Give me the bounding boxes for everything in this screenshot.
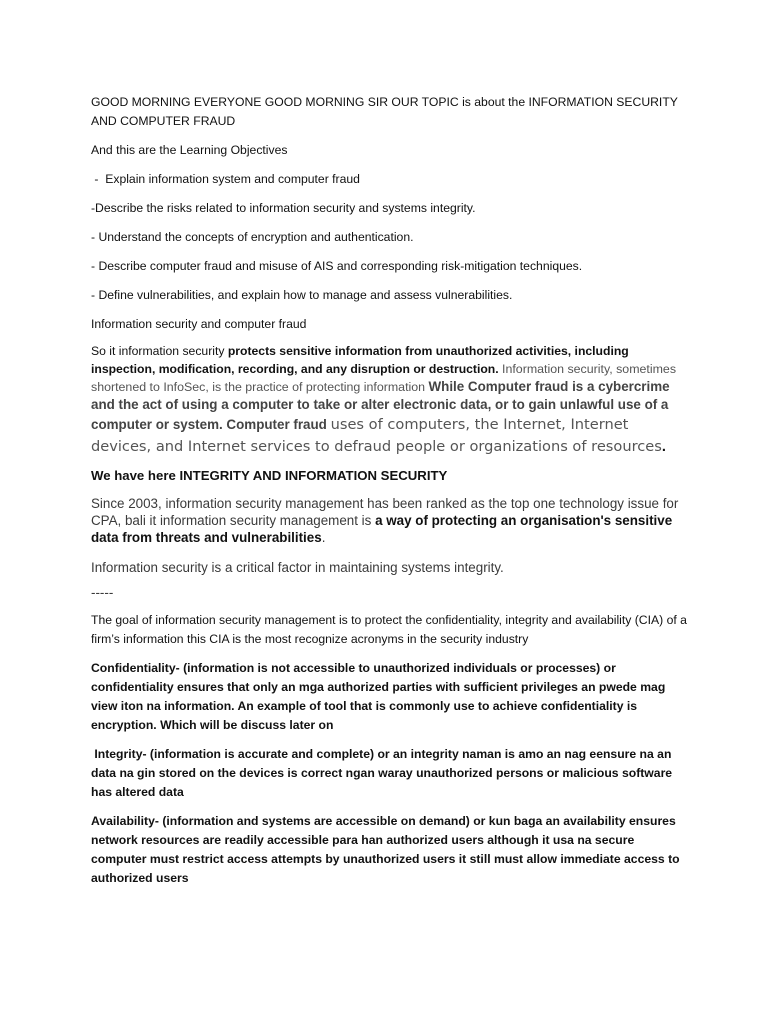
infosec-text-8: .	[661, 439, 666, 455]
infosec-text-5: While Computer fraud is a cybercrime and the act of using a computer to take or alter electronic data, or to gain unlawful use of a computer or system. Computer fraud	[91, 379, 670, 432]
confidentiality-text-2: confidentiality ensures that only an mga authorized parties with sufficient privileges an pwede mag view iton na information. An example of tool that is commonly use to achieve confidentiality is encryption. Which will be discuss later on	[91, 680, 666, 732]
infosec-text-3: .	[495, 362, 503, 376]
confidentiality-paragraph	[91, 659, 691, 735]
confidentiality-text-1: Confidentiality- (information is not accessible to unauthorized individuals or processes) or	[91, 661, 616, 675]
integrity-paragraph: Integrity- (information is accurate and complete) or an integrity naman is amo an nag eensure na an data na gin stored on the devices is correct ngan waray unauthorized persons or malicious software has altered data	[91, 747, 676, 799]
separator-dashes: -----	[91, 585, 114, 600]
infosec-text-6: uses of computers	[330, 416, 466, 433]
availability-paragraph: Availability- (information and systems are accessible on demand) or kun baga an availability ensures network resources are readily accessible para han authorized users although it usa na secure computer must restrict access attempts by unauthorized users it still must allow immediate access to authorized users	[91, 814, 680, 885]
infosec-text-2: protects sensitive information from unauthorized activities, including inspection, modification, recording, and any disruption or destruction	[91, 344, 629, 376]
critical-factor-paragraph: Information security is a critical factor in maintaining systems integrity.	[91, 560, 504, 575]
document-page	[91, 93, 691, 898]
infosec-text-7: , the Internet, Internet devices, and Internet services to defraud people or organizations of resources	[91, 416, 662, 455]
section-heading-integrity: We have here INTEGRITY AND INFORMATION SECURITY	[91, 468, 448, 483]
cpa-text-1: Since 2003, information security management has been ranked as the top one technology issue for CPA, bali it information security management is	[91, 496, 679, 528]
infosec-text-1: So it information security	[91, 344, 228, 358]
infosec-paragraph	[91, 342, 691, 458]
objective-item: -Describe the risks related to information security and systems integrity.	[91, 201, 476, 215]
objective-item: - Explain information system and computer fraud	[91, 172, 360, 186]
learning-objectives-heading: And this are the Learning Objectives	[91, 143, 288, 157]
cpa-paragraph	[91, 495, 691, 546]
goal-paragraph: The goal of information security management is to protect the confidentiality, integrity and availability (CIA) of a firm’s information this CIA is the most recognize acronyms in the security industry	[91, 613, 687, 646]
intro-paragraph: GOOD MORNING EVERYONE GOOD MORNING SIR OUR TOPIC is about the INFORMATION SECURITY AND COMPUTER FRAUD	[91, 95, 678, 128]
infosec-text-4: Information security, sometimes shortened to InfoSec, is the practice of protecting information	[91, 362, 677, 394]
cpa-text-3: .	[321, 530, 326, 545]
objective-item: - Describe computer fraud and misuse of AIS and corresponding risk-mitigation techniques.	[91, 259, 583, 273]
objective-item: - Define vulnerabilities, and explain how to manage and assess vulnerabilities.	[91, 288, 513, 302]
objective-item: - Understand the concepts of encryption and authentication.	[91, 230, 414, 244]
cpa-text-2: a way of protecting an organisation's sensitive data from threats and vulnerabilities	[91, 513, 673, 545]
section-heading-infosec: Information security and computer fraud	[91, 317, 307, 331]
